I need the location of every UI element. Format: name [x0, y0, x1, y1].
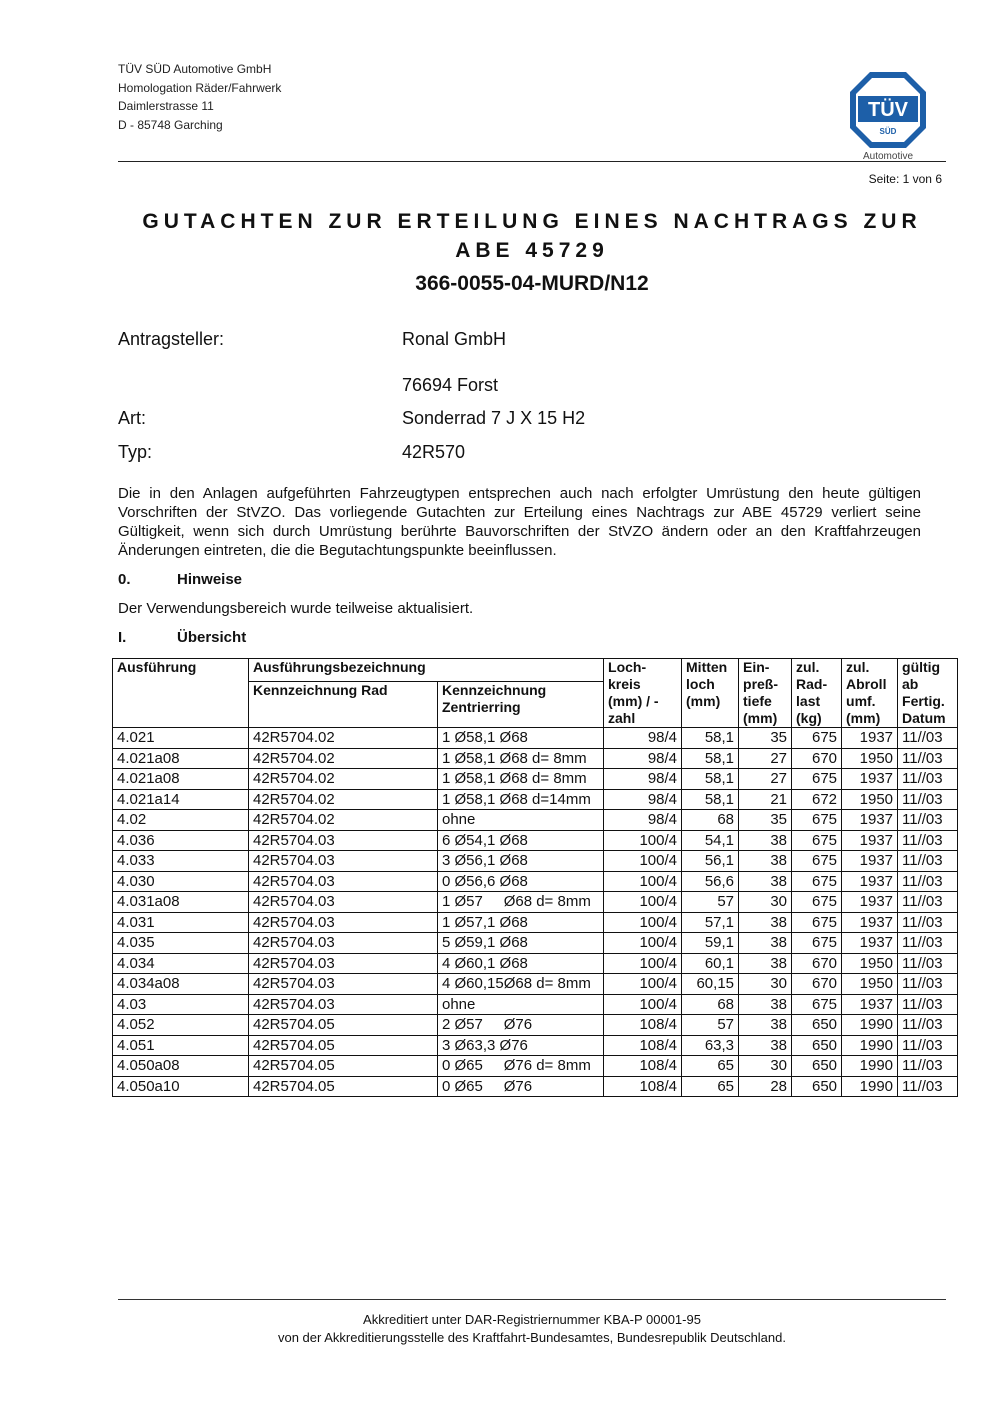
cell-kennzeichnung-rad: 42R5704.02 [249, 748, 438, 769]
cell-radlast: 675 [792, 769, 842, 790]
cell-kennzeichnung-rad: 42R5704.02 [249, 769, 438, 790]
header-mittenloch: Mitten loch (mm) [682, 659, 739, 728]
cell-gueltig: 11//03 [898, 810, 958, 831]
address-line: Homologation Räder/Fahrwerk [118, 80, 282, 95]
table-row [113, 892, 958, 913]
header-rule [118, 161, 946, 162]
section-note: Der Verwendungsbereich wurde teilweise aktualisiert. [118, 600, 474, 617]
cell-einpresstiefe: 21 [739, 789, 792, 810]
cell-abrollumfang: 1950 [842, 953, 898, 974]
cell-mittenloch: 68 [682, 810, 739, 831]
cell-abrollumfang: 1990 [842, 1056, 898, 1077]
cell-lochkreis: 100/4 [604, 974, 682, 995]
cell-abrollumfang: 1937 [842, 851, 898, 872]
accreditation-footer [118, 1311, 946, 1347]
table-row [113, 994, 958, 1015]
cell-lochkreis: 98/4 [604, 748, 682, 769]
cell-einpresstiefe: 35 [739, 728, 792, 749]
tuev-octagon-icon [848, 70, 928, 162]
cell-radlast: 675 [792, 851, 842, 872]
title-line: ABE 45729 [455, 239, 609, 262]
cell-einpresstiefe: 30 [739, 1056, 792, 1077]
cell-abrollumfang: 1937 [842, 871, 898, 892]
cell-kennzeichnung-rad: 42R5704.03 [249, 892, 438, 913]
cell-einpresstiefe: 38 [739, 851, 792, 872]
cell-einpresstiefe: 38 [739, 933, 792, 954]
cell-kennzeichnung-rad: 42R5704.05 [249, 1035, 438, 1056]
cell-zentrierring: 4 Ø60,15Ø68 d= 8mm [438, 974, 604, 995]
cell-ausfuehrung: 4.034a08 [113, 974, 249, 995]
cell-kennzeichnung-rad: 42R5704.02 [249, 728, 438, 749]
cell-abrollumfang: 1937 [842, 769, 898, 790]
cell-lochkreis: 98/4 [604, 769, 682, 790]
cell-einpresstiefe: 30 [739, 974, 792, 995]
table-row [113, 748, 958, 769]
footer-rule [118, 1299, 946, 1300]
cell-kennzeichnung-rad: 42R5704.03 [249, 974, 438, 995]
header-bezeichnung: Ausführungsbezeichnung [249, 659, 604, 682]
cell-mittenloch: 65 [682, 1076, 739, 1097]
cell-mittenloch: 57,1 [682, 912, 739, 933]
cell-radlast: 670 [792, 974, 842, 995]
header-abrollumfang: zul. Abroll umf. (mm) [842, 659, 898, 728]
table-body [113, 728, 958, 1097]
cell-mittenloch: 59,1 [682, 933, 739, 954]
cell-gueltig: 11//03 [898, 728, 958, 749]
cell-gueltig: 11//03 [898, 851, 958, 872]
cell-radlast: 650 [792, 1015, 842, 1036]
section-heading: Hinweise [177, 571, 243, 588]
applicant-city: 76694 Forst [402, 375, 499, 395]
cell-abrollumfang: 1937 [842, 810, 898, 831]
cell-lochkreis: 98/4 [604, 810, 682, 831]
cell-kennzeichnung-rad: 42R5704.03 [249, 953, 438, 974]
cell-zentrierring: 1 Ø58,1 Ø68 d= 8mm [438, 748, 604, 769]
address-line: D - 85748 Garching [118, 117, 223, 132]
sender-address [118, 60, 281, 134]
cell-zentrierring: 6 Ø54,1 Ø68 [438, 830, 604, 851]
cell-gueltig: 11//03 [898, 933, 958, 954]
cell-ausfuehrung: 4.051 [113, 1035, 249, 1056]
cell-gueltig: 11//03 [898, 748, 958, 769]
cell-abrollumfang: 1950 [842, 789, 898, 810]
document-title [118, 207, 946, 265]
cell-kennzeichnung-rad: 42R5704.02 [249, 810, 438, 831]
table-row [113, 789, 958, 810]
cell-radlast: 670 [792, 748, 842, 769]
cell-radlast: 672 [792, 789, 842, 810]
cell-zentrierring: 2 Ø57 Ø76 [438, 1015, 604, 1036]
cell-lochkreis: 100/4 [604, 953, 682, 974]
cell-lochkreis: 108/4 [604, 1035, 682, 1056]
cell-mittenloch: 54,1 [682, 830, 739, 851]
document-number: 366-0055-04-MURD/N12 [415, 272, 649, 295]
overview-table [112, 658, 958, 1097]
cell-radlast: 675 [792, 912, 842, 933]
cell-radlast: 675 [792, 830, 842, 851]
cell-lochkreis: 100/4 [604, 912, 682, 933]
cell-einpresstiefe: 38 [739, 994, 792, 1015]
cell-mittenloch: 57 [682, 892, 739, 913]
cell-lochkreis: 108/4 [604, 1015, 682, 1036]
cell-kennzeichnung-rad: 42R5704.05 [249, 1056, 438, 1077]
logo-text-top: TÜV [868, 99, 908, 121]
footer-line: von der Akkreditierungsstelle des Kraftfahrt-Bundesamtes, Bundesrepublik Deutschland. [277, 1330, 786, 1345]
table-row [113, 1056, 958, 1077]
cell-abrollumfang: 1990 [842, 1035, 898, 1056]
cell-mittenloch: 58,1 [682, 769, 739, 790]
cell-zentrierring: 1 Ø58,1 Ø68 d=14mm [438, 789, 604, 810]
header-kennzeichnung-rad: Kennzeichnung Rad [249, 682, 438, 728]
cell-ausfuehrung: 4.050a10 [113, 1076, 249, 1097]
cell-mittenloch: 65 [682, 1056, 739, 1077]
cell-mittenloch: 56,6 [682, 871, 739, 892]
cell-mittenloch: 68 [682, 994, 739, 1015]
cell-ausfuehrung: 4.036 [113, 830, 249, 851]
typ-label: Typ: [118, 442, 153, 462]
section-number: 0. [118, 571, 131, 588]
cell-abrollumfang: 1990 [842, 1076, 898, 1097]
cell-gueltig: 11//03 [898, 974, 958, 995]
cell-ausfuehrung: 4.02 [113, 810, 249, 831]
cell-zentrierring: ohne [438, 994, 604, 1015]
cell-gueltig: 11//03 [898, 1035, 958, 1056]
cell-zentrierring: 3 Ø63,3 Ø76 [438, 1035, 604, 1056]
cell-ausfuehrung: 4.021a08 [113, 769, 249, 790]
cell-einpresstiefe: 38 [739, 912, 792, 933]
cell-mittenloch: 56,1 [682, 851, 739, 872]
cell-lochkreis: 98/4 [604, 728, 682, 749]
tuev-sued-logo [848, 70, 928, 162]
cell-abrollumfang: 1990 [842, 1015, 898, 1036]
cell-ausfuehrung: 4.03 [113, 994, 249, 1015]
cell-ausfuehrung: 4.021a08 [113, 748, 249, 769]
cell-abrollumfang: 1937 [842, 892, 898, 913]
cell-radlast: 675 [792, 994, 842, 1015]
cell-kennzeichnung-rad: 42R5704.03 [249, 933, 438, 954]
cell-abrollumfang: 1937 [842, 830, 898, 851]
art-value: Sonderrad 7 J X 15 H2 [402, 408, 586, 428]
typ-value: 42R570 [402, 442, 466, 462]
table-row [113, 1035, 958, 1056]
cell-lochkreis: 108/4 [604, 1076, 682, 1097]
cell-mittenloch: 63,3 [682, 1035, 739, 1056]
cell-abrollumfang: 1950 [842, 974, 898, 995]
cell-abrollumfang: 1937 [842, 994, 898, 1015]
cell-einpresstiefe: 35 [739, 810, 792, 831]
cell-mittenloch: 60,1 [682, 953, 739, 974]
cell-lochkreis: 100/4 [604, 830, 682, 851]
applicant-value: Ronal GmbH [402, 329, 507, 349]
cell-zentrierring: 5 Ø59,1 Ø68 [438, 933, 604, 954]
cell-lochkreis: 100/4 [604, 892, 682, 913]
table-row [113, 953, 958, 974]
cell-ausfuehrung: 4.031a08 [113, 892, 249, 913]
table-row [113, 974, 958, 995]
art-label: Art: [118, 408, 147, 428]
cell-ausfuehrung: 4.031 [113, 912, 249, 933]
address-line: TÜV SÜD Automotive GmbH [118, 62, 272, 76]
cell-kennzeichnung-rad: 42R5704.03 [249, 994, 438, 1015]
cell-gueltig: 11//03 [898, 1015, 958, 1036]
table-row [113, 871, 958, 892]
footer-line: Akkreditiert unter DAR-Registriernummer KBA-P 00001-95 [363, 1312, 701, 1327]
cell-einpresstiefe: 38 [739, 830, 792, 851]
cell-zentrierring: 0 Ø65 Ø76 [438, 1076, 604, 1097]
cell-radlast: 675 [792, 892, 842, 913]
cell-einpresstiefe: 27 [739, 769, 792, 790]
cell-zentrierring: 1 Ø58,1 Ø68 d= 8mm [438, 769, 604, 790]
table-row [113, 830, 958, 851]
cell-ausfuehrung: 4.021 [113, 728, 249, 749]
cell-lochkreis: 100/4 [604, 933, 682, 954]
cell-zentrierring: 1 Ø57 Ø68 d= 8mm [438, 892, 604, 913]
cell-gueltig: 11//03 [898, 830, 958, 851]
cell-kennzeichnung-rad: 42R5704.05 [249, 1076, 438, 1097]
cell-gueltig: 11//03 [898, 953, 958, 974]
header-einpresstiefe: Ein-preß-tiefe (mm) [739, 659, 792, 728]
cell-lochkreis: 98/4 [604, 789, 682, 810]
cell-einpresstiefe: 38 [739, 1015, 792, 1036]
cell-radlast: 650 [792, 1035, 842, 1056]
table-row [113, 1076, 958, 1097]
cell-gueltig: 11//03 [898, 912, 958, 933]
cell-radlast: 675 [792, 871, 842, 892]
cell-einpresstiefe: 27 [739, 748, 792, 769]
title-line: GUTACHTEN ZUR ERTEILUNG EINES NACHTRAGS ZUR [142, 210, 922, 233]
cell-zentrierring: 1 Ø58,1 Ø68 [438, 728, 604, 749]
cell-kennzeichnung-rad: 42R5704.02 [249, 789, 438, 810]
cell-kennzeichnung-rad: 42R5704.03 [249, 851, 438, 872]
cell-lochkreis: 100/4 [604, 851, 682, 872]
cell-gueltig: 11//03 [898, 1076, 958, 1097]
validity-paragraph: Die in den Anlagen aufgeführten Fahrzeugtypen entsprechen auch nach erfolgter Umrüstung den heute gültigen Vorschriften der StVZO. Das vorliegende Gutachten zur Erteilung eines Nachtrags zur ABE 45729 verliert seine Gültigkeit, wenn sich durch Umrüstung berührte Bauvorschriften der StVZO ändern oder an den Kraftfahrzeugen Änderungen eintreten, die die Begutachtungspunkte beeinflussen. [118, 485, 921, 559]
cell-gueltig: 11//03 [898, 789, 958, 810]
header-lochkreis: Loch-kreis (mm) / -zahl [604, 659, 682, 728]
cell-ausfuehrung: 4.034 [113, 953, 249, 974]
cell-zentrierring: 3 Ø56,1 Ø68 [438, 851, 604, 872]
cell-ausfuehrung: 4.030 [113, 871, 249, 892]
address-line: Daimlerstrasse 11 [118, 99, 214, 113]
cell-ausfuehrung: 4.033 [113, 851, 249, 872]
cell-abrollumfang: 1937 [842, 912, 898, 933]
cell-ausfuehrung: 4.035 [113, 933, 249, 954]
cell-lochkreis: 108/4 [604, 1056, 682, 1077]
cell-ausfuehrung: 4.021a14 [113, 789, 249, 810]
cell-zentrierring: 4 Ø60,1 Ø68 [438, 953, 604, 974]
cell-zentrierring: 0 Ø56,6 Ø68 [438, 871, 604, 892]
cell-lochkreis: 100/4 [604, 994, 682, 1015]
cell-gueltig: 11//03 [898, 871, 958, 892]
cell-einpresstiefe: 38 [739, 1035, 792, 1056]
table-row [113, 728, 958, 749]
cell-zentrierring: ohne [438, 810, 604, 831]
cell-gueltig: 11//03 [898, 769, 958, 790]
page-number: Seite: 1 von 6 [868, 172, 942, 186]
cell-kennzeichnung-rad: 42R5704.03 [249, 871, 438, 892]
applicant-label: Antragsteller: [118, 329, 225, 349]
table-row [113, 810, 958, 831]
cell-gueltig: 11//03 [898, 892, 958, 913]
cell-einpresstiefe: 38 [739, 871, 792, 892]
cell-radlast: 675 [792, 810, 842, 831]
cell-lochkreis: 100/4 [604, 871, 682, 892]
header-radlast: zul. Rad-last (kg) [792, 659, 842, 728]
header-gueltig: gültig ab Fertig. Datum [898, 659, 958, 728]
table-row [113, 912, 958, 933]
section-number: I. [118, 629, 127, 646]
cell-kennzeichnung-rad: 42R5704.03 [249, 830, 438, 851]
cell-radlast: 650 [792, 1076, 842, 1097]
table-row [113, 851, 958, 872]
logo-caption: Automotive [862, 151, 914, 162]
table-row [113, 769, 958, 790]
section-heading: Übersicht [177, 629, 247, 646]
table-row [113, 933, 958, 954]
cell-radlast: 675 [792, 728, 842, 749]
cell-kennzeichnung-rad: 42R5704.05 [249, 1015, 438, 1036]
cell-einpresstiefe: 38 [739, 953, 792, 974]
cell-radlast: 650 [792, 1056, 842, 1077]
cell-ausfuehrung: 4.050a08 [113, 1056, 249, 1077]
cell-einpresstiefe: 30 [739, 892, 792, 913]
cell-kennzeichnung-rad: 42R5704.03 [249, 912, 438, 933]
cell-radlast: 670 [792, 953, 842, 974]
cell-zentrierring: 1 Ø57,1 Ø68 [438, 912, 604, 933]
cell-mittenloch: 60,15 [682, 974, 739, 995]
cell-mittenloch: 58,1 [682, 789, 739, 810]
cell-radlast: 675 [792, 933, 842, 954]
cell-gueltig: 11//03 [898, 1056, 958, 1077]
cell-mittenloch: 58,1 [682, 748, 739, 769]
logo-text-mid: SÜD [879, 127, 897, 136]
cell-mittenloch: 58,1 [682, 728, 739, 749]
cell-ausfuehrung: 4.052 [113, 1015, 249, 1036]
cell-gueltig: 11//03 [898, 994, 958, 1015]
cell-abrollumfang: 1950 [842, 748, 898, 769]
cell-zentrierring: 0 Ø65 Ø76 d= 8mm [438, 1056, 604, 1077]
header-ausfuehrung: Ausführung [113, 659, 249, 728]
table-row [113, 1015, 958, 1036]
cell-abrollumfang: 1937 [842, 933, 898, 954]
cell-einpresstiefe: 28 [739, 1076, 792, 1097]
cell-abrollumfang: 1937 [842, 728, 898, 749]
header-kennzeichnung-zentrierring: Kennzeichnung Zentrierring [438, 682, 604, 728]
cell-mittenloch: 57 [682, 1015, 739, 1036]
